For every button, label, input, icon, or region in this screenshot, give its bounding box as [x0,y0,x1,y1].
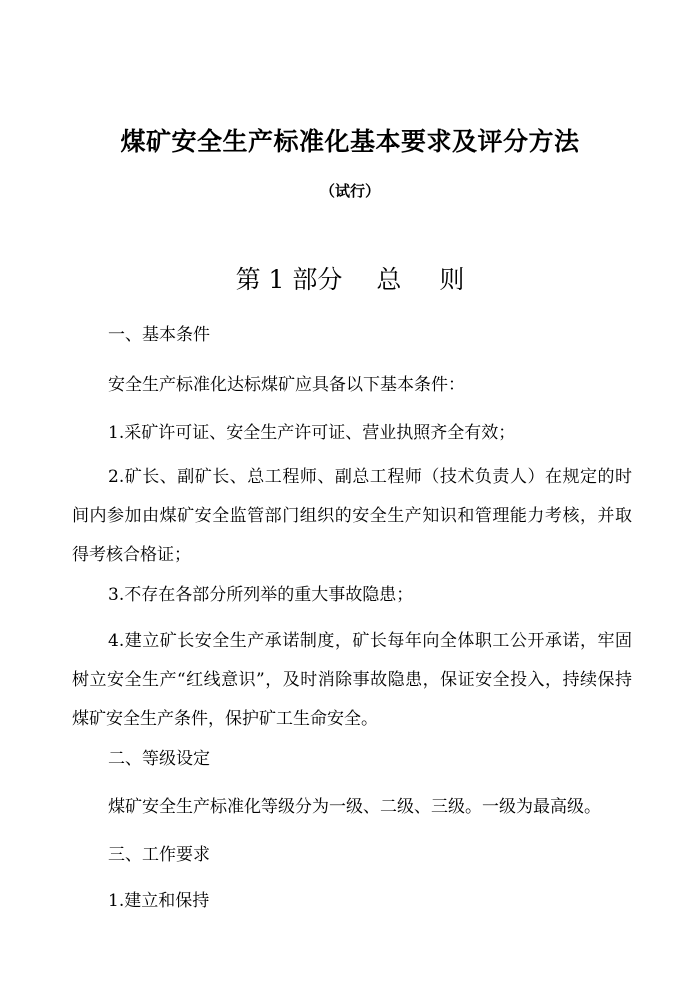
document-subtitle: （试行） [319,182,380,200]
paragraph-intro: 安全生产标准化达标煤矿应具备以下基本条件： [108,375,465,395]
document-title: 煤矿安全生产标准化基本要求及评分方法 [120,127,580,156]
part-title-char-2: 则 [439,265,465,294]
part-heading [0,262,700,298]
part-number: 第 1 部分 [235,265,343,294]
section-heading-grade-setting: 二、等级设定 [108,749,210,769]
list-item-1: 1.采矿许可证、安全生产许可证、营业执照齐全有效； [108,423,516,443]
list-item-establish: 1.建立和保持 [108,891,210,911]
section-heading-work-requirements: 三、工作要求 [108,845,210,865]
section-heading-basic-conditions: 一、基本条件 [108,325,210,345]
paragraph-grade-levels: 煤矿安全生产标准化等级分为一级、二级、三级。一级为最高级。 [108,797,601,817]
part-title-char-1: 总 [376,265,402,294]
list-item-2: 2.矿长、副矿长、总工程师、副总工程师（技术负责人）在规定的时间内参加由煤矿安全监管部门组织的安全生产知识和管理能力考核，并取得考核合格证； [72,467,632,565]
list-item-4: 4.建立矿长安全生产承诺制度，矿长每年向全体职工公开承诺，牢固树立安全生产“红线意识”，及时消除事故隐患，保证安全投入，持续保持煤矿安全生产条件，保护矿工生命安全。 [72,631,632,729]
list-item-3: 3.不存在各部分所列举的重大事故隐患； [108,585,414,605]
